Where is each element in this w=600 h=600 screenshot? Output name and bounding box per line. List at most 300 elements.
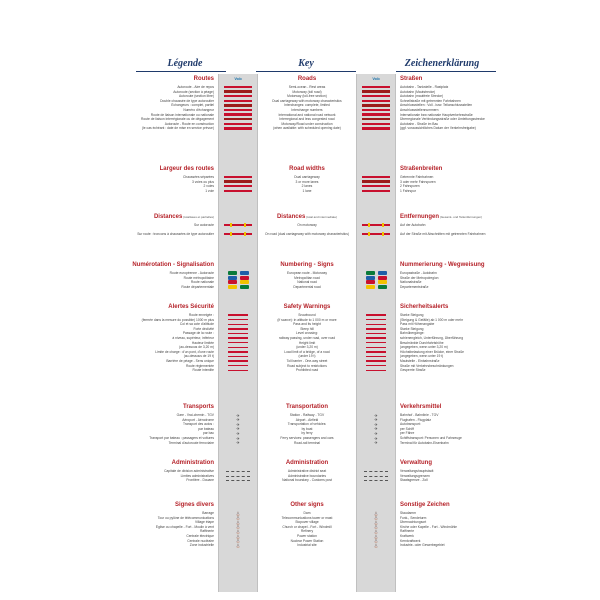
- route-number-badge-right: [378, 271, 387, 275]
- legend-line-administration-en: National boundary - Customs post: [282, 478, 332, 483]
- misc-sign-icon-right: ⛪: [373, 542, 379, 548]
- warning-symbol-left: [228, 314, 248, 316]
- legend-line-alertes-fr: Route interdite: [192, 368, 214, 373]
- legend-line-routes-de: Internationale bzw nationale Hauptverkehrsstraße: [400, 112, 473, 117]
- route-number-badge-left: [228, 276, 237, 280]
- legend-line-transports-de: Flughafen - Flugplatz: [400, 417, 431, 422]
- distance-marker-left: [244, 232, 246, 236]
- road-symbol-right: [362, 104, 390, 106]
- route-number-badge-left: [240, 276, 249, 280]
- header-english: Key: [298, 58, 314, 69]
- legend-line-signes-fr: Centrale nucléaire: [187, 538, 214, 543]
- legend-line-transports-de: Schiffstransport: Personen und Fahrzeuge: [400, 436, 462, 440]
- road-symbol-left: [224, 109, 252, 111]
- section-title-alertes-en: Safety Warnings: [283, 304, 331, 310]
- legend-line-alertes-fr: (fermée dans la mesure du possible) 1000 m plus: [141, 317, 214, 322]
- transport-icon-left: ✈: [236, 412, 240, 418]
- legend-line-alertes-de: Starke Steigung: [400, 313, 424, 317]
- legend-line-routes-de: Autobahn (Mautstrecke): [400, 89, 436, 94]
- route-number-badge-left: [228, 271, 237, 275]
- legend-line-transports-fr: Transport des autos :: [182, 422, 214, 427]
- transport-icon-left: ✈: [236, 440, 240, 446]
- section-title-largeur-fr: Largeur des routes: [159, 166, 214, 172]
- strip-badge-right: Vcb: [372, 76, 380, 81]
- section-title-numerotation-en: Numbering - Signs: [280, 262, 334, 268]
- legend-line-routes-en: Motorway (toll-free section): [287, 94, 327, 99]
- legend-line-distances-en: On motorway: [297, 223, 317, 227]
- warning-symbol-left: [228, 328, 248, 330]
- legend-line-routes-fr: Numéro d'échangeur: [183, 108, 214, 112]
- legend-line-distances-de: Auf der Autobahn: [400, 223, 426, 227]
- road-symbol-left: [224, 90, 252, 92]
- road-symbol-right: [362, 113, 390, 115]
- legend-line-distances-de: Auf der Straße mit Abschnitten mit getrennten Fahrbahnen: [400, 232, 486, 237]
- road-symbol-right: [362, 127, 390, 129]
- legend-line-alertes-de: Starke Steigung: [400, 326, 424, 331]
- legend-line-routes-en: Semi-ocean - Rest areas: [288, 85, 326, 89]
- road-symbol-right: [362, 95, 390, 97]
- road-symbol-left: [224, 176, 252, 178]
- legend-line-numerotation-fr: Route nationale: [190, 280, 214, 285]
- legend-line-routes-en: Dual carriageway with motorway characteristics: [272, 98, 342, 103]
- distance-marker-right: [368, 232, 370, 236]
- route-number-badge-right: [366, 285, 375, 289]
- legend-line-largeur-de: Getrennte Fahrbahnen: [400, 175, 434, 179]
- route-number-badge-right: [366, 271, 375, 275]
- legend-line-administration-en: Administrative boundaries: [288, 473, 326, 478]
- legend-line-alertes-de: (angegeben, wenn unter 3,20 m): [400, 345, 448, 350]
- road-symbol-right: [362, 100, 390, 102]
- section-title-transports-fr: Transports: [182, 404, 214, 410]
- legend-line-largeur-en: Dual carriageway: [294, 175, 320, 179]
- admin-symbol-left: [226, 480, 250, 481]
- legend-line-alertes-en: Steep hill: [300, 326, 314, 331]
- legend-line-signes-de: Kraftwerk: [400, 534, 414, 538]
- legend-line-alertes-de: Höchstbelastung einer Brücke, einer Straße: [400, 349, 464, 354]
- legend-line-signes-en: Industrial site: [297, 543, 317, 548]
- legend-line-routes-en: Interchanges: complete, limited: [284, 103, 330, 108]
- warning-symbol-right: [366, 342, 386, 344]
- warning-symbol-left: [228, 324, 248, 326]
- legend-line-routes-en: Motorway/Road under construction: [281, 121, 333, 126]
- legend-line-signes-de: Industrie- oder Gewerbegebiet: [400, 543, 445, 548]
- legend-line-transports-de: Terminal für Autobahn-Eisenbahn: [400, 440, 449, 445]
- transport-icon-left: ✈: [236, 421, 240, 427]
- road-symbol-right: [362, 185, 390, 187]
- road-symbol-left: [224, 104, 252, 106]
- route-number-badge-right: [378, 280, 387, 284]
- road-symbol-right: [362, 190, 390, 192]
- misc-sign-icon-right: ⛪: [373, 510, 379, 516]
- legend-line-distances-en: On road (dual carriageway with motorway characteristics): [265, 232, 349, 237]
- legend-line-alertes-fr: Limite de charge : d'un pont, d'une route: [155, 349, 214, 354]
- legend-line-alertes-en: Load limit of a bridge, of a road: [284, 349, 330, 354]
- warning-symbol-left: [228, 347, 248, 349]
- legend-line-alertes-de: Gesperrte Straße: [400, 368, 426, 373]
- warning-symbol-right: [366, 356, 386, 358]
- legend-line-signes-en: Church or chapel - Fort - Windmill: [282, 524, 332, 529]
- section-subtitle-distances-de: (Gesamt- und Teilentfernungen): [439, 215, 483, 219]
- legend-line-alertes-de: Pass mit Höhenangabe: [400, 322, 435, 327]
- section-title-largeur-en: Road widths: [289, 166, 325, 172]
- misc-sign-icon-left: ⛪: [235, 519, 241, 525]
- legend-line-routes-de: Autobahn (mautfreie Strecke): [400, 94, 444, 99]
- legend-line-alertes-en: Toll barrier - One-way street: [286, 359, 328, 363]
- legend-line-signes-de: Raffinerie: [400, 529, 415, 534]
- legend-line-transports-en: by ferry: [301, 431, 313, 436]
- legend-line-numerotation-de: Straße der Metropolregion: [400, 275, 439, 280]
- section-title-transports-en: Transportation: [285, 404, 328, 410]
- route-number-badge-right: [378, 276, 387, 280]
- misc-sign-icon-right: ⛪: [373, 519, 379, 525]
- admin-symbol-right: [364, 480, 388, 481]
- legend-line-alertes-en: Height limit: [298, 340, 316, 345]
- warning-symbol-left: [228, 333, 248, 335]
- legend-line-routes-de: Anschlussstellen : Voll - bzw. Teilanschlussstellen: [400, 103, 473, 108]
- section-title-transports-de: Verkehrsmittel: [400, 404, 442, 410]
- legend-line-largeur-de: 2 Fahrspuren: [400, 184, 420, 189]
- road-symbol-left: [224, 118, 252, 120]
- legend-line-signes-de: Übernachtungsort: [400, 520, 427, 525]
- road-symbol-right: [362, 176, 390, 178]
- legend-line-alertes-en: (if scarce): in altitude to 1 000 m or more: [277, 317, 337, 322]
- legend-line-signes-fr: Centrale électrique: [186, 534, 214, 538]
- road-symbol-right: [362, 90, 390, 92]
- legend-line-largeur-en: 2 lanes: [301, 184, 313, 189]
- warning-symbol-left: [228, 337, 248, 339]
- legend-line-numerotation-fr: Route départementale: [181, 284, 214, 289]
- misc-sign-icon-right: ⛪: [373, 524, 379, 530]
- legend-line-transports-fr: Gare - Vrai-chemin - TGV: [176, 413, 214, 417]
- warning-symbol-right: [366, 365, 386, 367]
- legend-line-transports-en: Station - Railway - TGV: [289, 413, 325, 417]
- misc-sign-icon-left: ⛪: [235, 538, 241, 544]
- legend-line-alertes-de: Beschränkte Durchfahrtshöhe: [400, 340, 444, 345]
- warning-symbol-left: [228, 370, 248, 372]
- transport-icon-right: ✈: [374, 435, 378, 441]
- legend-line-routes-en: (when available: with scheduled opening date): [273, 126, 341, 131]
- warning-symbol-left: [228, 342, 248, 344]
- legend-line-routes-de: (ggf. voraussichtliches Datum der Verkehrsfreigabe): [400, 126, 476, 131]
- legend-line-alertes-fr: (au-dessous de 19 t): [183, 354, 214, 359]
- legend-line-signes-fr: Église ou chapelle - Fort - Moulin à vent: [155, 524, 214, 529]
- legend-line-transports-de: Bahnhof - Bahnlinie - TGV: [400, 413, 439, 417]
- road-symbol-left: [224, 123, 252, 125]
- legend-line-signes-en: Refinery: [300, 529, 314, 534]
- legend-line-numerotation-de: Europastraße - Autobahn: [400, 271, 437, 275]
- section-subtitle-distances-en: (total and intermediate): [305, 215, 338, 219]
- distance-marker-left: [230, 223, 232, 227]
- road-symbol-left: [224, 185, 252, 187]
- warning-symbol-right: [366, 360, 386, 362]
- road-symbol-left: [224, 127, 252, 129]
- warning-symbol-right: [366, 347, 386, 349]
- strip-badge-left: Vcb: [234, 76, 242, 81]
- legend-line-transports-en: Airport - Airfield: [295, 417, 319, 422]
- transport-icon-left: ✈: [236, 426, 240, 432]
- legend-line-routes-fr: Échangeurs : complet, partiel: [171, 103, 214, 108]
- legend-line-routes-fr: (le cas échéant : date de mise en service prévue): [141, 126, 214, 131]
- legend-line-signes-fr: Village étape: [194, 520, 214, 525]
- misc-sign-icon-left: ⛪: [235, 515, 241, 521]
- legend-line-routes-fr: Autoroute (section libre): [178, 94, 214, 99]
- road-symbol-left: [224, 113, 252, 115]
- warning-symbol-left: [228, 356, 248, 358]
- legend-line-routes-en: Interregional and less congested road: [279, 117, 335, 122]
- legend-line-transports-de: per Fähre: [400, 431, 415, 436]
- legend-line-numerotation-de: Nationalstraße: [400, 280, 422, 285]
- legend-line-numerotation-en: National road: [297, 280, 317, 285]
- legend-line-alertes-fr: Col et sa cote d'altitude: [179, 322, 214, 327]
- legend-line-routes-fr: Autoroute (section à péage): [173, 89, 214, 94]
- legend-line-alertes-en: Pass and its height: [293, 322, 321, 327]
- legend-line-routes-en: Motorway (toll road): [292, 89, 322, 94]
- header-rule-english: [256, 71, 356, 72]
- section-title-routes-fr: Routes: [193, 76, 214, 82]
- distance-marker-right: [382, 232, 384, 236]
- legend-line-transports-de: Autotransport:: [400, 422, 421, 427]
- misc-sign-icon-left: ⛪: [235, 524, 241, 530]
- section-title-administration-fr: Administration: [171, 460, 214, 466]
- legend-line-administration-en: Administrative district seat: [287, 469, 327, 473]
- legend-line-largeur-fr: 1 voie: [205, 188, 214, 193]
- transport-icon-right: ✈: [374, 412, 378, 418]
- warning-symbol-left: [228, 319, 248, 321]
- route-number-badge-left: [228, 285, 237, 289]
- legend-line-alertes-de: schienengleich, Unterführung, Überführung: [400, 336, 464, 340]
- legend-line-distances-fr: Sur route : troncons à chaussées de type autoroutier: [137, 232, 214, 237]
- section-title-signes-en: Other signs: [290, 502, 324, 508]
- section-title-routes-en: Roads: [297, 76, 317, 82]
- section-title-largeur-de: Straßenbreiten: [400, 166, 443, 172]
- legend-line-transports-fr: Transport par bateau : passagers et voitures: [149, 436, 214, 440]
- legend-line-alertes-en: Road subject to restrictions: [287, 363, 327, 368]
- legend-line-alertes-fr: Forte déclivité: [193, 326, 214, 331]
- legend-line-alertes-en: Prohibited road: [295, 368, 319, 373]
- route-number-badge-right: [366, 280, 375, 284]
- legend-line-signes-en: Stopover village: [295, 520, 319, 525]
- legend-line-routes-de: Schnellstraße mit getrennten Fahrbahnen: [400, 98, 461, 103]
- warning-symbol-right: [366, 370, 386, 372]
- legend-line-alertes-fr: Route enneigée :: [188, 313, 214, 317]
- legend-line-routes-fr: Autoroute - Aire de repos: [177, 85, 214, 89]
- route-number-badge-right: [378, 285, 387, 289]
- legend-line-alertes-fr: à niveau, supérieur, inférieur: [172, 336, 214, 340]
- legend-line-signes-en: Power station: [297, 534, 317, 538]
- route-number-badge-left: [240, 280, 249, 284]
- warning-symbol-left: [228, 351, 248, 353]
- section-title-administration-de: Verwaltung: [400, 460, 433, 466]
- transport-icon-right: ✈: [374, 426, 378, 432]
- road-symbol-right: [362, 118, 390, 120]
- legend-line-routes-de: Anschlussstellennummern: [400, 108, 439, 112]
- legend-line-alertes-en: (under 3,20 m): [296, 345, 318, 350]
- section-title-numerotation-fr: Numérotation - Signalisation: [132, 262, 214, 268]
- legend-line-signes-fr: Barrage: [202, 511, 214, 515]
- admin-symbol-left: [226, 476, 250, 477]
- legend-line-alertes-de: Mautstelle - Einbahnstraße: [400, 359, 440, 363]
- header-german: Zeichenerklärung: [404, 58, 480, 69]
- legend-line-signes-de: Staudamm: [400, 511, 416, 515]
- road-symbol-left: [224, 95, 252, 97]
- admin-symbol-right: [364, 471, 388, 472]
- legend-line-alertes-fr: Route réglementée: [185, 363, 214, 368]
- section-title-signes-de: Sonstige Zeichen: [400, 502, 450, 508]
- legend-line-administration-fr: Frontière - Douane: [186, 478, 214, 483]
- legend-line-alertes-en: Level crossing:: [296, 331, 318, 336]
- legend-line-signes-de: Kernkraftwerk: [400, 538, 421, 543]
- section-subtitle-distances-fr: (totalisées et partielles): [182, 215, 214, 219]
- distance-marker-left: [230, 232, 232, 236]
- legend-line-alertes-fr: Barrière de péage - Sens unique: [166, 359, 214, 363]
- legend-line-alertes-de: (angegeben, wenn unter 19 t): [400, 354, 444, 359]
- legend-line-distances-fr: Sur autoroute: [194, 223, 214, 227]
- legend-line-transports-fr: Terminal d'autoroute ferroviaire: [168, 440, 214, 445]
- legend-line-signes-de: Funk-, Sendeturm: [400, 515, 427, 520]
- legend-line-transports-fr: Aéroport - Aérodrome: [182, 417, 214, 422]
- legend-line-signes-en: Dam: [303, 511, 311, 515]
- section-title-alertes-de: Sicherheitsalerts: [400, 304, 449, 310]
- misc-sign-icon-right: ⛪: [373, 515, 379, 521]
- legend-line-signes-de: Kirche oder Kapelle - Fort - Windmühle: [400, 524, 457, 529]
- road-symbol-right: [362, 123, 390, 125]
- transport-icon-left: ✈: [236, 417, 240, 423]
- section-title-routes-de: Straßen: [400, 76, 423, 82]
- distance-symbol-right: [362, 233, 390, 235]
- legend-line-routes-de: Autobahn - Straße im Bau: [400, 121, 439, 126]
- legend-line-numerotation-fr: Route européenne - Autoroute: [169, 271, 214, 275]
- header-rule-german: [396, 71, 496, 72]
- header-rule-french: [136, 71, 226, 72]
- legend-line-alertes-fr: (au-dessous de 3,20 m): [179, 345, 214, 350]
- admin-symbol-right: [364, 476, 388, 477]
- warning-symbol-left: [228, 360, 248, 362]
- misc-sign-icon-right: ⛪: [373, 528, 379, 534]
- road-symbol-left: [224, 86, 252, 88]
- legend-line-numerotation-fr: Route métropolitaine: [183, 275, 214, 280]
- legend-line-signes-fr: Raffinerie: [199, 529, 214, 534]
- section-title-administration-en: Administration: [285, 460, 329, 466]
- misc-sign-icon-left: ⛪: [235, 542, 241, 548]
- legend-line-largeur-de: 3 oder mehr Fahrspuren: [400, 179, 436, 184]
- legend-line-routes-fr: Route de liaison internationale ou nationale: [150, 112, 214, 117]
- road-symbol-left: [224, 100, 252, 102]
- distance-marker-right: [368, 223, 370, 227]
- warning-symbol-left: [228, 365, 248, 367]
- warning-symbol-right: [366, 314, 386, 316]
- legend-line-administration-de: Staatsgrenze - Zoll: [400, 478, 428, 483]
- road-symbol-right: [362, 180, 390, 182]
- legend-line-transports-fr: par bac: [203, 431, 214, 436]
- transport-icon-right: ✈: [374, 417, 378, 423]
- legend-line-transports-en: by boat: [301, 426, 313, 431]
- distance-marker-left: [244, 223, 246, 227]
- legend-line-alertes-fr: Passage de la route :: [182, 331, 214, 336]
- road-symbol-right: [362, 109, 390, 111]
- legend-line-alertes-en: (under 19 t): [298, 354, 316, 359]
- section-title-signes-fr: Signes divers: [174, 502, 214, 508]
- legend-line-alertes-de: Bahnübergänge:: [400, 331, 425, 336]
- legend-line-largeur-fr: Chaussées séparées: [183, 175, 214, 179]
- legend-line-administration-de: Verwaltungsgrenzen: [400, 473, 430, 478]
- section-title-distances-fr: Distances (totalisées et partielles): [153, 214, 214, 220]
- legend-line-alertes-de: Straße mit Verkehrsbeschränkungen: [400, 363, 454, 368]
- route-number-badge-left: [240, 271, 249, 275]
- legend-line-alertes-fr: Hauteur limitée: [191, 340, 214, 345]
- warning-symbol-right: [366, 333, 386, 335]
- legend-line-signes-en: Telecommunications tower or mast: [281, 515, 333, 520]
- distance-symbol-right: [362, 224, 390, 226]
- legend-line-alertes-en: Snowbound: [298, 313, 316, 317]
- legend-line-routes-en: Interchange numbers: [291, 108, 323, 112]
- transport-icon-right: ✈: [374, 440, 378, 446]
- warning-symbol-right: [366, 337, 386, 339]
- misc-sign-icon-left: ⛪: [235, 528, 241, 534]
- legend-line-transports-en: Road-rail terminal: [293, 440, 321, 445]
- route-number-badge-right: [366, 276, 375, 280]
- section-title-distances-de: Entfernungen (Gesamt- und Teilentfernungen): [400, 214, 483, 220]
- legend-line-routes-en: International and national road network: [278, 112, 336, 117]
- legend-line-largeur-de: 1 Fahrspur: [400, 188, 416, 193]
- distance-symbol-left: [224, 233, 252, 235]
- legend-line-administration-fr: Capitale de division administrative: [164, 469, 214, 473]
- distance-symbol-left: [224, 224, 252, 226]
- route-number-badge-left: [228, 280, 237, 284]
- route-number-badge-left: [240, 285, 249, 289]
- legend-line-largeur-fr: 3 voies ou plus: [192, 179, 214, 184]
- misc-sign-icon-right: ⛪: [373, 533, 379, 539]
- transport-icon-right: ✈: [374, 421, 378, 427]
- misc-sign-icon-right: ⛪: [373, 538, 379, 544]
- admin-symbol-left: [226, 471, 250, 472]
- road-symbol-right: [362, 86, 390, 88]
- legend-line-routes-fr: Autoroute - Route en construction: [164, 121, 214, 126]
- transport-icon-left: ✈: [236, 435, 240, 441]
- legend-line-signes-fr: Zone industrielle: [189, 543, 214, 548]
- legend-line-alertes-en: railway passing, under road, over road: [278, 336, 336, 340]
- misc-sign-icon-left: ⛪: [235, 533, 241, 539]
- transport-icon-right: ✈: [374, 430, 378, 436]
- warning-symbol-right: [366, 319, 386, 321]
- legend-line-administration-fr: Limites administratives: [180, 473, 214, 478]
- legend-line-numerotation-en: Departmental road: [293, 284, 321, 289]
- section-title-distances-en: Distances (total and intermediate): [276, 214, 338, 220]
- legend-line-transports-en: Ferry services: passengers and cars: [280, 436, 334, 440]
- legend-line-alertes-de: (Steigung & Gefälle) ab 1 000 m oder mehr: [400, 317, 464, 322]
- legend-line-numerotation-en: Metropolitan road: [294, 275, 320, 280]
- legend-line-signes-fr: Tour ou pylône de télécommunications: [157, 515, 214, 520]
- legend-line-largeur-en: 3 or more lanes: [295, 179, 319, 184]
- legend-line-transports-de: per Schiff: [400, 426, 414, 431]
- distance-marker-right: [382, 223, 384, 227]
- legend-line-routes-fr: Double chaussée de type autoroutier: [160, 98, 214, 103]
- warning-symbol-right: [366, 324, 386, 326]
- legend-line-numerotation-de: Departementstraße: [400, 284, 429, 289]
- legend-line-routes-fr: Route de liaison interrégionale ou de dégagement: [141, 117, 214, 122]
- road-symbol-left: [224, 190, 252, 192]
- road-symbol-left: [224, 180, 252, 182]
- legend-line-transports-fr: par bateau: [198, 426, 214, 431]
- legend-line-largeur-fr: 2 voies: [203, 184, 214, 189]
- legend-line-signes-en: Nuclear Power Station: [290, 538, 324, 543]
- legend-line-routes-de: Autobahn - Tankstelle - Rastplatz: [400, 85, 449, 89]
- section-title-alertes-fr: Alertes Sécurité: [168, 304, 214, 310]
- transport-icon-left: ✈: [236, 430, 240, 436]
- misc-sign-icon-left: ⛪: [235, 510, 241, 516]
- header-french: Légende: [167, 58, 203, 69]
- legend-line-transports-en: Transportation of vehicles:: [287, 422, 327, 427]
- legend-line-numerotation-en: European route - Motorway: [287, 271, 327, 275]
